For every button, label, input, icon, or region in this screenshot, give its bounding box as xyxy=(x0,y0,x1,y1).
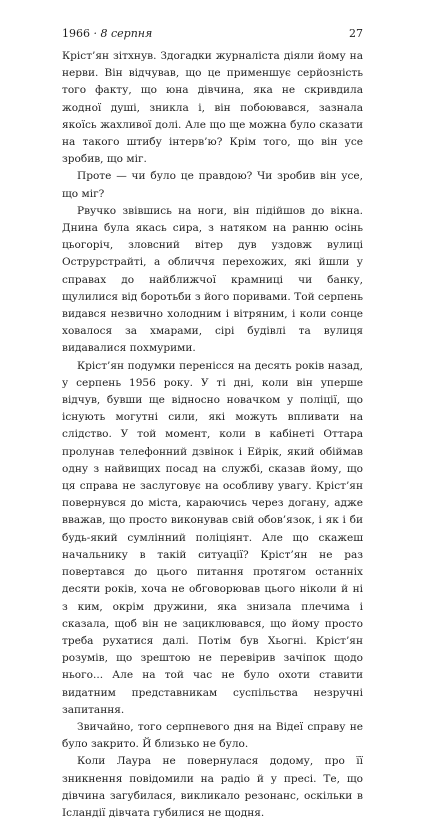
page-body xyxy=(62,48,363,822)
header-section: 8 серпня xyxy=(100,27,153,40)
paragraph: Проте — чи було це правдою? Чи зробив він усе, що міг? xyxy=(62,170,363,200)
paragraph: Рвучко звівшись на ноги, він підійшов до вікна. Днина була якась сира, з натяком на ранню осінь цьогоріч, зловсний вітер дув уздовж вулиці Острурстрайті, а обличчя перехожих, які йшли у справах до найближчої крамниці чи банку, щулилися від боротьби з його поривами. Той серпень видався незвично холодним і вітряним, і коли сонце ховалося за хмарами, сірі будівлі та вулиця видавалися похмурими. xyxy=(62,204,363,355)
page-number: 27 xyxy=(349,27,363,40)
paragraph: Кріст’ян зітхнув. Здогадки журналіста діяли йому на нерви. Він відчував, що це применшує серйозність того факту, що юна дівчина, яка не скривдила жодної душі, зникла і, він побоювався, зазнала якоїсь жахливої долі. Але що ще можна було сказати на такого штибу інтерв’ю? Крім того, що він усе зробив, що міг. xyxy=(62,50,363,166)
header-year: 1966 xyxy=(62,27,90,40)
paragraph: Звичайно, того серпневого дня на Відеї справу не було закрито. Й близько не було. xyxy=(62,720,363,751)
header-separator: · xyxy=(90,27,101,40)
running-head xyxy=(62,27,152,40)
paragraph: Кріст’ян подумки перенісся на десять років назад, у серпень 1956 року. У ті дні, коли він уперше відчув, бувши ще відносно новачком у поліції, що існують могутні сили, які можуть впливати на слідство. У той момент, коли в кабінеті Оттара пролунав телефонний дзвінок і Ейрік, який обіймав одну з найвищих посад на службі, сказав йому, що ця справа не заслуговує на особливу увагу. Кріст’ян повернувся до міста, караючись через догану, адже вважав, що просто виконував свій обов’язок, і як і би будь-який сумлінний поліціянт. Але що скажеш начальнику в такій ситуації? Кріст’ян не раз повертався до цього питання протягом останніх десяти років, хоча не обговорював цього ніколи й ні з ким, окрім дружини, яка знизала плечима і сказала, щоб він не зациклювався, що йому просто треба рухатися далі. Потім був Хьогні. Кріст’ян розумів, що зрештою не перевірив зачіпок щодо нього... Але на той час не було охоти ставити видатним представникам суспільства незручні запитання. xyxy=(62,359,363,716)
paragraph: Коли Лаура не повернулася додому, про її зникнення повідомили на радіо й у пресі. Те, що дівчина загубилася, викликало резонанс, оскільки в Ісландії дівчата губилися не щодня. xyxy=(62,755,363,819)
running-header xyxy=(62,27,363,40)
